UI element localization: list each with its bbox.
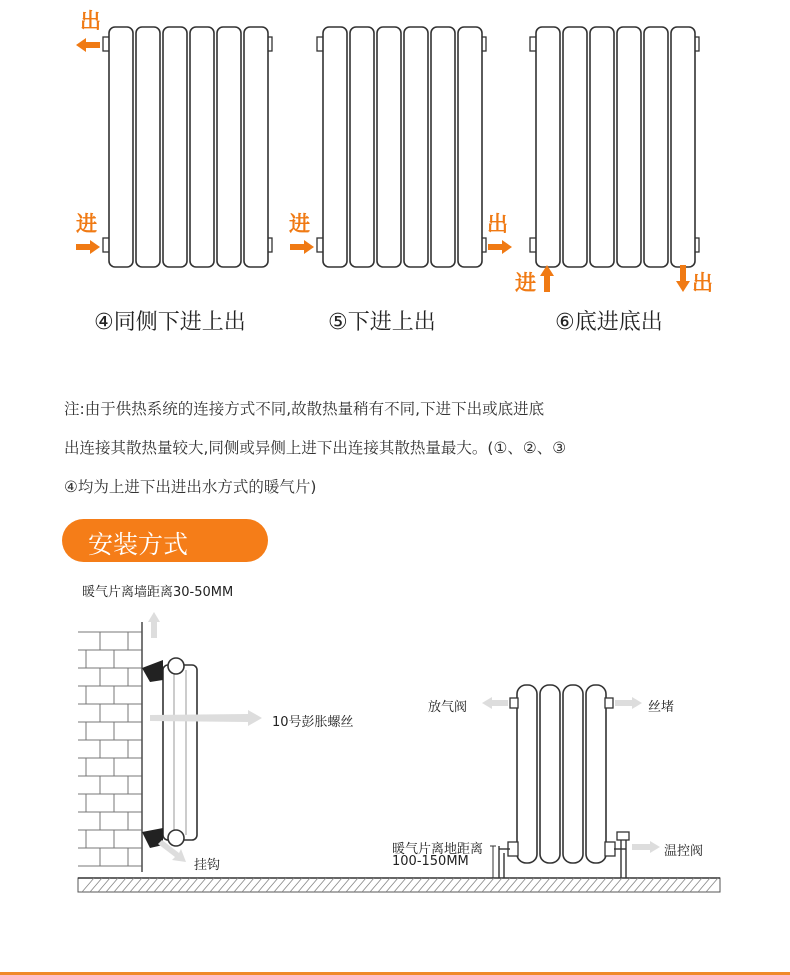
diagram-caption-1: ④同侧下进上出 bbox=[94, 310, 246, 335]
note-line-2: 出连接其散热量较大,同侧或异侧上进下出连接其散热量最大。(①、②、③ bbox=[64, 439, 567, 457]
bolt-label: 10号彭胀螺丝 bbox=[272, 715, 354, 730]
arrow-down-icon bbox=[676, 265, 690, 292]
floor-distance-value: 100-150MM bbox=[392, 854, 469, 869]
arrow-right-icon bbox=[615, 697, 642, 709]
section-title-badge bbox=[62, 519, 268, 562]
front-radiator bbox=[499, 685, 629, 878]
note-line-1: 注:由于供热系统的连接方式不同,故散热量稍有不同,下进下出或底进底 bbox=[64, 400, 545, 418]
side-radiator bbox=[142, 658, 197, 848]
wall-distance-label: 暖气片离墙距离30-50MM bbox=[82, 585, 234, 600]
arrow-right-icon bbox=[290, 240, 314, 254]
arrow-up-icon bbox=[148, 612, 160, 638]
hook-label: 挂钩 bbox=[194, 858, 221, 873]
note-line-3: ④均为上进下出进出水方式的暖气片) bbox=[64, 478, 317, 496]
arrow-up-icon bbox=[540, 265, 554, 292]
floor-distance-label: 暖气片离地距离 bbox=[392, 842, 484, 857]
plug-label: 丝堵 bbox=[648, 700, 675, 715]
arrow-right-icon bbox=[488, 240, 512, 254]
arrow-left-icon bbox=[482, 697, 508, 709]
radiator-3 bbox=[530, 27, 699, 267]
arrow-right-icon bbox=[632, 841, 660, 853]
outlet-label: 出 bbox=[692, 271, 713, 295]
thermostatic-valve-label: 温控阀 bbox=[664, 844, 704, 859]
diagram-caption-2: ⑤下进上出 bbox=[328, 310, 436, 335]
inlet-label: 进 bbox=[76, 212, 97, 236]
outlet-label: 出 bbox=[80, 9, 101, 33]
inlet-label: 进 bbox=[289, 212, 310, 236]
diagram-caption-3: ⑥底进底出 bbox=[555, 310, 663, 335]
radiator-diagrams bbox=[0, 0, 790, 300]
radiator-1 bbox=[103, 27, 272, 267]
inlet-label: 进 bbox=[515, 271, 536, 295]
arrow-left-icon bbox=[76, 38, 100, 52]
radiator-2 bbox=[317, 27, 486, 267]
vent-valve-label: 放气阀 bbox=[428, 700, 468, 715]
section-title: 安装方式 bbox=[88, 530, 189, 559]
outlet-label: 出 bbox=[487, 212, 508, 236]
floor bbox=[78, 878, 720, 892]
arrow-right-icon bbox=[76, 240, 100, 254]
brick-wall bbox=[78, 622, 142, 872]
